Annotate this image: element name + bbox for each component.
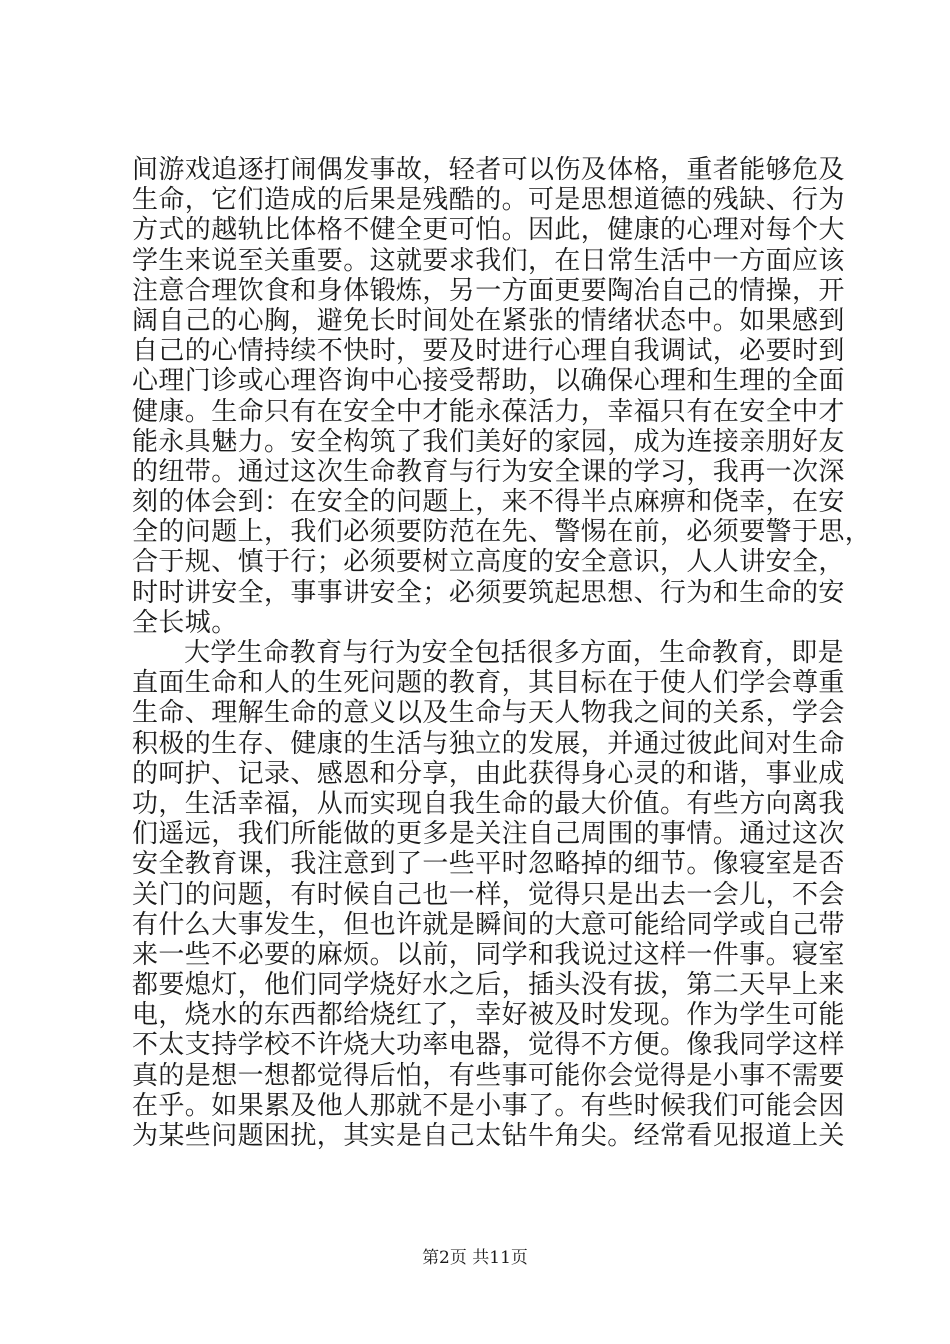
text-line: 心理门诊或心理咨询中心接受帮助，以确保心理和生理的全面 (132, 366, 845, 397)
text-line: 关门的问题，有时候自己也一样，觉得只是出去一会儿，不会 (132, 879, 845, 910)
text-line: 健康。生命只有在安全中才能永葆活力，幸福只有在安全中才 (132, 396, 845, 427)
text-line: 安全教育课，我注意到了一些平时忽略掉的细节。像寝室是否 (132, 849, 845, 880)
text-line: 不太支持学校不许烧大功率电器，觉得不方便。像我同学这样 (132, 1030, 845, 1061)
text-line: 注意合理饮食和身体锻炼，另一方面更要陶冶自己的情操，开 (132, 275, 845, 306)
text-line: 方式的越轨比体格不健全更可怕。因此，健康的心理对每个大 (132, 215, 845, 246)
text-line: 阔自己的心胸，避免长时间处在紧张的情绪状态中。如果感到 (132, 305, 845, 336)
text-line: 在乎。如果累及他人那就不是小事了。有些时候我们可能会因 (132, 1090, 845, 1121)
text-line: 全的问题上，我们必须要防范在先、警惕在前，必须要警于思， (132, 517, 872, 548)
text-line: 积极的生存、健康的生活与独立的发展，并通过彼此间对生命 (132, 728, 845, 759)
text-line: 生命，它们造成的后果是残酷的。可是思想道德的残缺、行为 (132, 185, 845, 216)
text-line: 直面生命和人的生死问题的教育，其目标在于使人们学会尊重 (132, 668, 845, 699)
text-line: 合于规、慎于行；必须要树立高度的安全意识，人人讲安全， (132, 547, 845, 578)
document-body (132, 155, 872, 1151)
text-line: 来一些不必要的麻烦。以前，同学和我说过这样一件事。寝室 (132, 939, 845, 970)
page-number-footer: 第2页 共11页 (422, 1248, 528, 1268)
text-line: 电，烧水的东西都给烧红了，幸好被及时发现。作为学生可能 (132, 1000, 845, 1031)
text-line: 们遥远，我们所能做的更多是关注自己周围的事情。通过这次 (132, 819, 845, 850)
text-line: 的呵护、记录、感恩和分享，由此获得身心灵的和谐，事业成 (132, 758, 845, 789)
text-line: 都要熄灯，他们同学烧好水之后，插头没有拔，第二天早上来 (132, 970, 845, 1001)
text-line: 时时讲安全，事事讲安全；必须要筑起思想、行为和生命的安 (132, 577, 845, 608)
text-line: 的纽带。通过这次生命教育与行为安全课的学习，我再一次深 (132, 456, 845, 487)
paragraph-first-line: 大学生命教育与行为安全包括很多方面，生命教育，即是 (184, 638, 845, 668)
text-line: 全长城。 (132, 607, 238, 638)
text-line: 刻的体会到：在安全的问题上，来不得半点麻痹和侥幸，在安 (132, 487, 845, 518)
text-line: 生命、理解生命的意义以及生命与天人物我之间的关系，学会 (132, 698, 845, 729)
text-line: 功，生活幸福，从而实现自我生命的最大价值。有些方向离我 (132, 788, 845, 819)
text-line: 间游戏追逐打闹偶发事故，轻者可以伤及体格，重者能够危及 (132, 155, 845, 185)
text-line: 自己的心情持续不快时，要及时进行心理自我调试，必要时到 (132, 336, 845, 367)
text-line: 能永具魅力。安全构筑了我们美好的家园，成为连接亲朋好友 (132, 426, 845, 457)
text-line: 真的是想一想都觉得后怕，有些事可能你会觉得是小事不需要 (132, 1060, 845, 1091)
text-line: 有什么大事发生，但也许就是瞬间的大意可能给同学或自己带 (132, 909, 845, 940)
text-line: 学生来说至关重要。这就要求我们，在日常生活中一方面应该 (132, 245, 845, 276)
text-line: 为某些问题困扰，其实是自己太钻牛角尖。经常看见报道上关 (132, 1121, 845, 1151)
